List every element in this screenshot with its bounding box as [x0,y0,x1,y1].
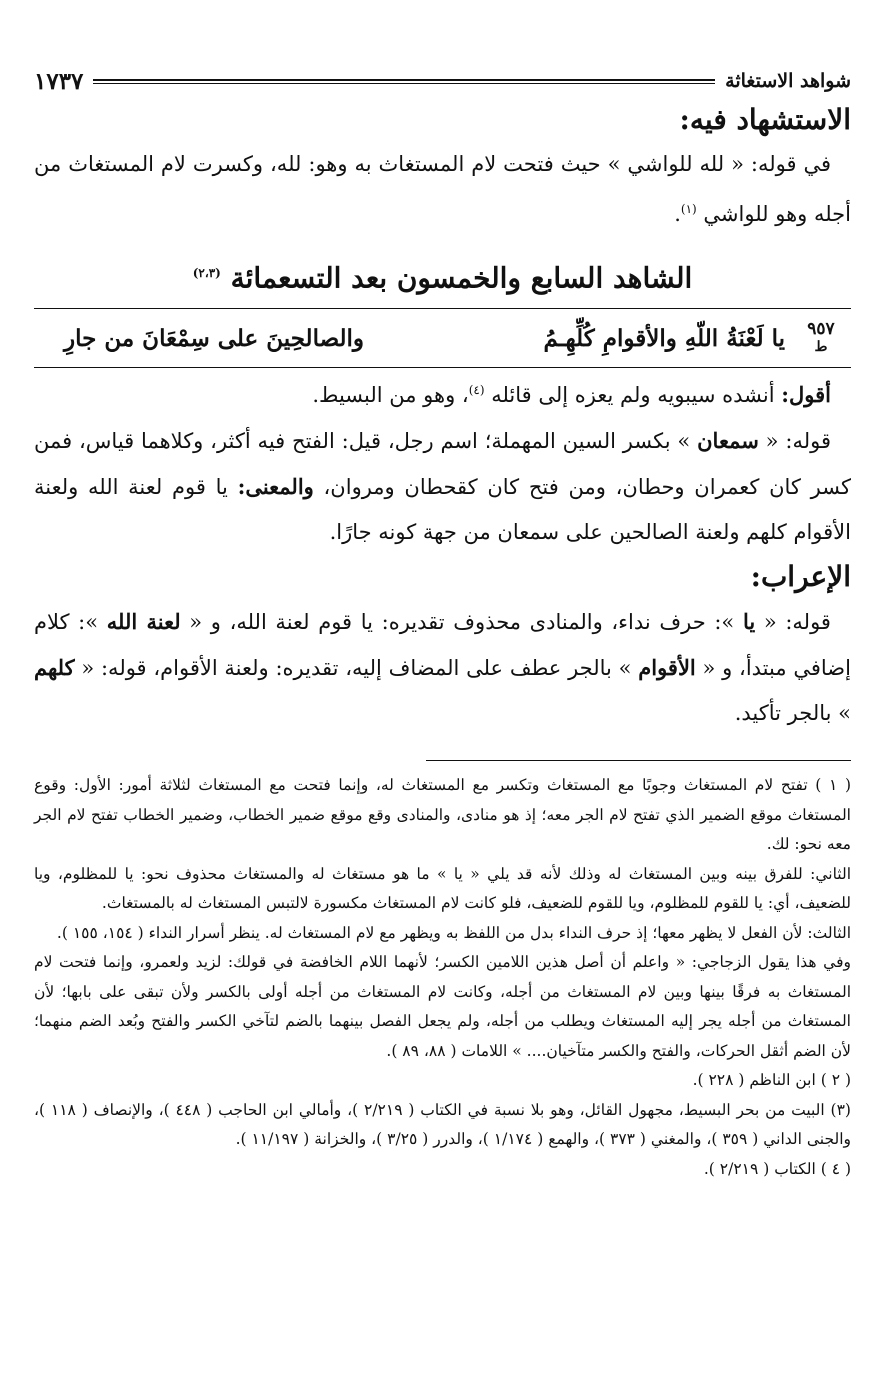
istishhad-text: في قوله: « لله للواشي » حيث فتحت لام المستغاث به وهو: لله، وكسرت لام المستغاث من أجله وهو للواشي [34,152,851,226]
meaning-text: يا قوم لعنة الله ولعنة الأقوام كلهم ولعنة الصالحين على سمعان من جهة كونه جارًا. [34,475,851,545]
footnote-ref-4: (٤) [468,383,485,398]
footnote-separator [426,760,851,761]
footnote-3: (٣) البيت من بحر البسيط، مجهول القائل، وهو بلا نسبة في الكتاب ( ٢/٢١٩ )، وأمالي ابن الحاجب ( ٤٤٨ )، والإنصاف ( ١١٨ )، والجنى الداني ( ٣٥٩ )، والمغني ( ٣٧٣ )، والهمع ( ١/١٧٤ )، والدرر ( ٣/٢٥ )، والخزانة ( ١١/١٩٧ ). [34,1100,851,1149]
irab-paragraph [34,599,851,736]
irab-word-lanatullah: لعنة الله [106,609,181,635]
aqul-paragraph [34,368,851,418]
meaning-label: والمعنى: [237,474,314,500]
verse-box [34,308,851,368]
irab-text-3: »: كلام إضافي مبتدأ، و « [34,610,851,681]
section-heading-irab: الإعراب: [750,560,851,594]
aqul-text-a: أنشده سيبويه ولم يعزه إلى قائله [491,383,775,408]
footnote-1-second: الثاني: للفرق بينه وبين المستغاث له وذلك لأنه قد يلي « يا » ما هو مستغاث له والمستغاث محذوف نحو: يا للمظلوم، ويا للضعيف، أي: يا للقوم للمظلوم، ويا للقوم للضعيف، فلو كانت لام المستغاث مكسورة لالتبس المستغاث له بالمستغاث. [34,864,851,913]
verse-first-hemistich: يا لَعْنَةُ اللّهِ والأقوامِ كُلِّهِـمُ [543,324,785,352]
section-heading-istishhad: الاستشهاد فيه: [679,103,851,136]
running-header [34,64,851,98]
samaan-text: » بكسر السين المهملة؛ اسم رجل، قيل: الفتح فيه أكثر، وكلاهما قياس، فمن كسر كان كعمران وحطان، ومن فتح كان كقحطان ومروان، [34,429,851,500]
verse-number [791,320,851,356]
header-rule [93,79,715,84]
footnote-ref-2-3: (٢،٣) [192,266,221,280]
shahid-title-text: الشاهد السابع والخمسون بعد التسعمائة [230,261,693,295]
verse-number-text: ٩٥٧ [807,319,835,340]
irab-text-4: » بالجر عطف على المضاف إليه، تقديره: ولعنة الأقوام، قوله: « [81,656,632,681]
footnote-2: ( ٢ ) ابن الناظم ( ٢٢٨ ). [692,1071,851,1090]
irab-word-ya: يا [742,609,756,635]
irab-word-kullihim: كلهم [34,655,75,681]
istishhad-end: . [674,202,681,226]
samaan-word: سمعان [697,428,759,454]
samaan-lead: قوله: « [765,429,831,454]
irab-text-1: قوله: « [763,610,831,635]
aqul-text-b: ، وهو من البسيط. [312,383,469,408]
running-title: شواهد الاستغاثة [725,70,851,92]
footnote-1-third: الثالث: لأن الفعل لا يظهر معها؛ إذ حرف النداء بدل من اللفظ به ويظهر مع لام المستغاث له. ينظر أسرار النداء ( ١٥٤، ١٥٥ ). [56,923,851,942]
footnote-1: ( ١ ) تفتح لام المستغاث وجوبًا مع المستغاث وتكسر مع المستغاث له، وإنما فتحت مع المستغاث لثلاثة أمور: الأول: وقوع المستغاث موقع الضمير الذي تفتح لام الجر معه؛ إذ هو منادى، والمنادى وقع موقع ضمير الخطاب، وضمير الخطاب تفتح لام الجر معه نحو: لك. [34,776,851,854]
aqul-label: أقول: [781,382,831,408]
footnotes [34,771,851,1184]
shahid-title [34,251,851,300]
footnote-1-zajjaji: وفي هذا يقول الزجاجي: « واعلم أن أصل هذين اللامين الكسر؛ لأنهما اللام الخافضة في قولك: لزيد ولعمرو، وإنما فتحت لام المستغاث به فرقًا بينها وبين لام المستغاث من أجله، وكانت لام المستغاث من أجله أولى بالكسر ولأن تبقى على بابها؛ لأن المستغاث من أجله يجر إليه المستغاث ويطلب من أجله، ولم يجعل الفصل بينهما بالضم لتآخي الكسر والفتح وبُعد الضم منهما؛ لأن الضم أثقل الحركات، والفتح والكسر متآخيان.... » اللامات ( ٨٨، ٨٩ ). [34,953,851,1060]
verse-mark: ط [814,339,828,356]
irab-text-2: »: حرف نداء، والمنادى محذوف تقديره: يا قوم لعنة الله، و « [189,610,735,635]
irab-word-aqwam: الأقوام [638,655,696,681]
samaan-paragraph [34,418,851,555]
page-number: ١٧٣٧ [34,67,84,95]
irab-text-5: » بالجر تأكيد. [734,701,851,726]
istishhad-paragraph [34,142,851,237]
footnote-ref-1: (١) [680,202,697,216]
verse-second-hemistich: والصالحِينَ على سِمْعَانَ من جارِ [64,324,365,352]
footnote-4: ( ٤ ) الكتاب ( ٢/٢١٩ ). [703,1159,851,1178]
